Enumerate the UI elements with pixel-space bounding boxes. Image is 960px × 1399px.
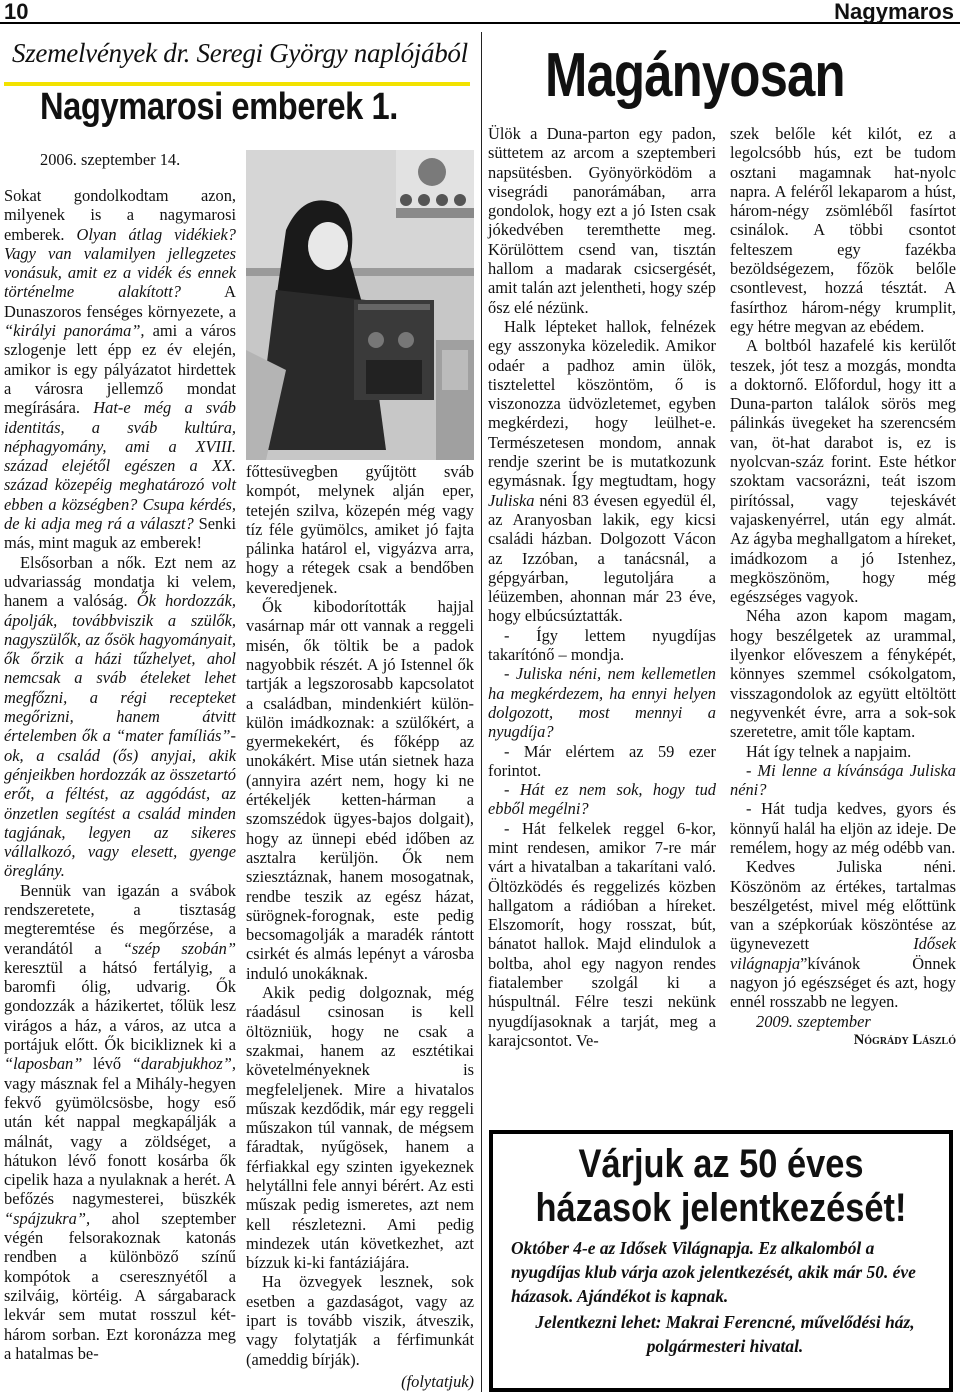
- announcement-contact: Jelentkezni lehet: Makrai Ferencné, művelődési ház, polgármesteri hivatal.: [535, 1312, 915, 1356]
- column-divider: [481, 32, 482, 1392]
- woman-in-kitchen-photo: [246, 150, 474, 460]
- right-column-2: [730, 124, 956, 1050]
- paragraph: Néha azon kapom magam, hogy beszélgetek az urammal, ilyenkor előveszem a fényképét, könnyes szemmel csókolgatom, visszagondolok az együtt eltöltött negyvenkét évre, arra a sok-sok szeretetre, amit tőle kaptam.: [730, 606, 956, 742]
- paragraph: Elsősorban a nők. Ezt nem az udvariasság mondatja ki velem, hanem a valóság. Ők hordozzák, ápolják, továbbviszik a szülők, nagyszülők, az ősök hagyományait, ők őrzik a házi tűzhelyet, ahol nemcsak a sváb ételeket lehet megfőzni, a régi recepteket megőrizni, hanem átvitt értelemben ők a “mater famíliás”-ok, a család (ős) anyjai, akik génjeikben hordozzák az összetartó erőt, a féltést, az aggódást, az önzetlen segítést a család minden tagjának, legyen az sikeres vállalkozó, vagy elesett, gyenge öreglány.: [4, 552, 236, 881]
- announcement-body: Október 4-e az Idősek Világnapja. Ez alkalomból a nyugdíjas klub várja azok jelentkezését, akik már 50. éve házasok. Ajándékot is kapnak. Jelentkezni lehet: Makrai Ferencné, művelődési ház, polgármesteri hivatal.: [511, 1236, 939, 1358]
- left-column-1: [4, 186, 236, 1363]
- paragraph: Ha özvegyek lesznek, sok esetben a gazdaságot, vagy az ipart is tovább viszik, átveszik, vagy folytatják a férfimunkát (ameddig bírják).: [246, 1272, 474, 1369]
- left-column-2: [246, 462, 474, 1391]
- paragraph: - Így lettem nyugdíjas takarítónő – mondja.: [488, 625, 716, 665]
- paragraph: - Hát tudja kedves, gyors és könnyű halál ha eljön az ideje. De remélem, hogy az még odébb van.: [730, 799, 956, 857]
- article-kicker: Szemelvények dr. Seregi György naplójából: [12, 38, 468, 68]
- paragraph: - Mi lenne a kívánsága Juliska néni?: [730, 760, 956, 800]
- paragraph: Hát így telnek a napjaim.: [746, 741, 912, 761]
- announcement-box: [489, 1130, 953, 1392]
- page-header: [0, 0, 960, 24]
- newspaper-name: Nagymaros: [834, 0, 954, 24]
- announcement-headline: Várjuk az 50 éves házasok jelentkezését!: [535, 1142, 907, 1230]
- paragraph: szek belőle két kilót, ez a legolcsóbb hús, ezt be tudom osztani magamnak hat-nyolc napra. A feléről lekaparom a húst, három-négy zsömléből fasírtot csinálok. A többi csontot felteszem egy fazékba bezöldségezem, főzök belőle csontlevest, hozzá tésztát. A fasírthoz három-négy krumplit, egy hétre megvan az ebédem.: [730, 124, 956, 336]
- article-title-right: Magányosan: [545, 41, 845, 110]
- article-date: 2006. szeptember 14.: [40, 150, 181, 169]
- paragraph: - Hát felkelek reggel 6-kor, mint rendesen, amikor 7-re már várt a hivatalban a takarítani való. Öltözködés és reggelizés közben hallgatom a rádióban a híreket. Elszomorít, hogy rosszat, bút, bánatot hallok. Majd elindulok a boltba, ahol egy nagyon rendes fiatalember szolgál ki a húspultnál. Félre teszi nekünk nyugdíjasoknak a tarját, meg a karajcsontot. Ve-: [488, 818, 716, 1050]
- paragraph: - Már elértem az 59 ezer forintot.: [488, 741, 716, 780]
- paragraph: Bennük van igazán a svábok rendszeretete, a tisztaság megteremtése és megőrzése, a verandától a “szép szobán” keresztül a hátsó fertályig, a baromfi ólig, udvarig. Ők gondozzák a házikertet, tőlük lesz virágos a ház, a város, az utca a portájuk előtt. Ők bicikliznek ki a “laposban” lévő “darabjukhoz”, vagy másznak fel a Mihály-hegyen fekvő gyümölcsösbe, hogy eső után két nappal megkapálják a málnát, vagy a zöldséget, a hátukon lévő fonott kosárba ők cipelik haza a nyulaknak a herét. A befőzés nagymesterei, büszkék “spájzukra”, ahol szeptember végén felsorakoznak katonás rendben a különböző színű kompótok a cseresznyétől a szilváig, körtéig. A sárgabarack lekvár sem mutat rosszul két-három sorban. Ezt koronázza meg a hatalmas be-: [4, 880, 236, 1363]
- paragraph: Sokat gondolkodtam azon, milyenek is a nagymarosi emberek. Olyan átlag vidékiek? Vagy van valamilyen jellegzetes vonásuk, amit ez a vidék és ennek történelme alakított? A Dunaszoros fenséges környezete, a “királyi panoráma”, ami a város szlogenje lett épp ez év elején, amikor is egy pályázatot hirdettek a városra jellemző mondat megírására. Hat-e még a sváb identitás, a sváb kultúra, néphagyomány, ami a XVIII. század elejétől egészen a XX. század közepéig meghatározó volt ebben a községben? Csupa kérdés, de ki adja meg rá a választ? Senki más, mint maguk az emberek!: [4, 186, 236, 553]
- article-photo: [246, 150, 474, 460]
- paragraph: Halk lépteket hallok, felnézek egy asszonyka közeledik. Amikor odaér a padhoz amin ülök, tisztelettel köszöntöm, ő is viszonozza üdvözletemet, egyben megkérdezi, hogy leülhet-e. Természetesen mondom, annak rendje szerint be is mutatkozunk egymásnak. Így megtudtam, hogy Juliska néni 83 évesen egyedül él, az Aranyosban lakik, egy kicsi családi házban. Dolgozott Vácon az Izzóban, a tanácsnál, a gépgyárban, legutoljára a léüzemben, ahonnan már 23 éve, hogy elbúcsúztatták.: [488, 316, 717, 626]
- article-date-right: 2009. szeptember: [756, 1011, 871, 1031]
- paragraph: - Hát ez nem sok, hogy tud ebből megélni?: [488, 780, 716, 819]
- paragraph: Ők kibodorították hajjal vasárnap már ott vannak a reggeli misén, ők töltik be a padok nagyobbik részét. A jó Istennel ők tartják a legszorosabb kapcsolatot a családban, mindenkiért külön-külön imádkoznak: a szülőkért, a gyermekekért, és főképp az unokákért. Mise után sietnek haza (annyira azért nem, hogy ki ne értékeljék ketten-hárman a szomszédok ügyes-bajos dolgait), hogy az ünnepi ebéd időben az asztalra kerüljön. Ők nem sziesztáznak, hanem mosogatnak, rendbe teszik az egész házat, sürögnek-forognak, este pedig becsomagolják a maradék rántott csirkét és almás lepényt a városba induló unokáknak.: [246, 597, 474, 983]
- paragraph: főttesüvegben gyűjtött sváb kompót, melynek alján eper, tetején szilva, közepén még vagy tíz féle gyümölcs, amiket jó fajta pálinka határol el, vigyázva arra, hogy a rétegek csak a bendőben keveredjenek.: [246, 462, 474, 597]
- paragraph: Kedves Juliska néni. Köszönöm az értékes, tartalmas beszélgetést, mivel még előttünk van a szépkorúak köszöntése az ügynevezett Idősek világnapja”kívánok Önnek nagyon jó egészséget és azt, hogy ennél rosszabb ne legyen.: [730, 857, 956, 1012]
- paragraph: A boltból hazafelé kis kerülőt teszek, jót tesz a mozgás, mondta a doktornő. Előfordul, hogy itt a Duna-parton találok sörös meg pálinkás üvegeket ha szerencsém van, öt-hat darabot is, ez is nyolcvan-száz forint. Este hétkor szoktam vacsorázni, teát iszom pirítóssal, vagy tejeskávét vajaskenyérrel, után egy almát. Az ágyba meghallgatom a híreket, imádkozom a jó Istenhez, megköszönöm, hogy még egészséges vagyok.: [730, 336, 956, 607]
- author-signature: Nógrády László: [853, 1031, 956, 1048]
- paragraph: Akik pedig dolgoznak, még ráadásul csinosan is kell öltözniük, hogy ne csak a szakmai, hanem az esztétikai követelményeknek is megfeleljenek. Mire a hivatalos műszak kezdődik, már egy reggeli műszakon túl vannak, de mégsem fáradtak, nyűgösek, hanem a férfiakkal egy szinten igyekeznek helytállni fele annyi bérért. Az esti műszak pedig ismeretes, azt nem kell részletezni. Ami pedig mindezek után következhet, azt bízzuk ki-ki fantáziájára.: [246, 983, 474, 1273]
- to-be-continued: (folytatjuk): [401, 1371, 474, 1391]
- page-number: 10: [4, 0, 29, 24]
- article-title-left: Nagymarosi emberek 1.: [40, 86, 398, 128]
- paragraph: Ülök a Duna-parton egy padon, süttetem az arcom a szeptemberi napsütésben. Gyönyörködöm a visegrádi panorámában, arra gondolok, hogy ezt a jó Isten csak jókedvében teremthette meg. Körülöttem csend van, tisztán hallom a madarak csicsergését, amit talán azt jelentheti, hogy szép ősz elé nézünk.: [488, 124, 716, 317]
- right-column-1: [488, 124, 716, 1050]
- paragraph: - Juliska néni, nem kellemetlen ha megkérdezem, ha ennyi helyen dolgozott, most mennyi a nyugdíja?: [488, 664, 716, 742]
